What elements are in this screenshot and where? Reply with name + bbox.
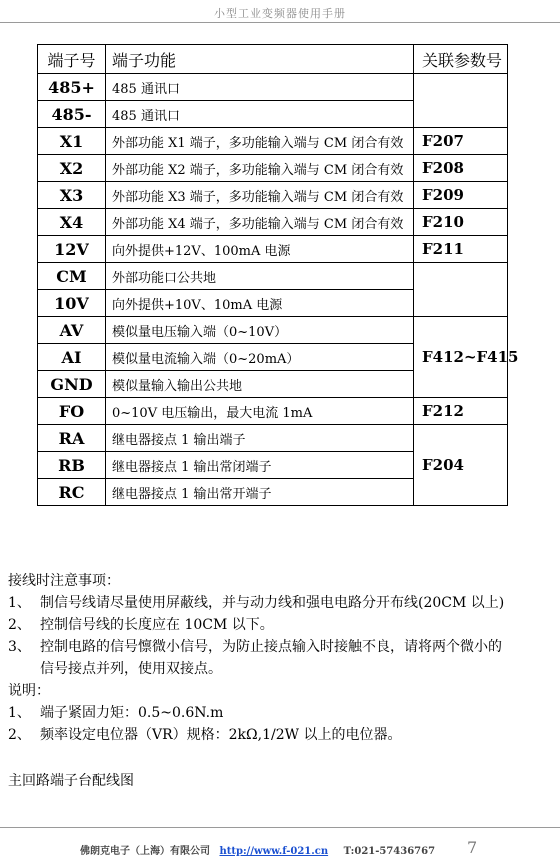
website-link[interactable]: http://www.f-021.cn	[219, 846, 329, 857]
function-cell: 模似量输入输出公共地	[106, 371, 414, 398]
function-cell: 外部功能 X2 端子，多功能输入端与 CM 闭合有效	[106, 155, 414, 182]
table-row	[38, 236, 508, 263]
terminal-cell: AV	[38, 317, 106, 344]
function-cell: 485 通讯口	[106, 101, 414, 128]
header-terminal: 端子号	[38, 45, 106, 74]
terminal-cell: GND	[38, 371, 106, 398]
table-header-row	[38, 45, 508, 74]
header-param: 关联参数号	[414, 45, 508, 74]
notes-section	[8, 570, 553, 792]
terminal-cell: 485-	[38, 101, 106, 128]
phone-number: T:021-57436767	[343, 846, 436, 857]
item-text: 控制电路的信号懔微小信号，为防止接点输入时接触不良，请将两个微小的	[40, 639, 502, 655]
list-item	[8, 724, 553, 746]
param-cell	[414, 74, 508, 128]
company-name: 佛朗克电子（上海）有限公司	[80, 846, 210, 857]
table-row	[38, 155, 508, 182]
list-item	[8, 614, 553, 636]
terminal-cell: RB	[38, 452, 106, 479]
header-function: 端子功能	[106, 45, 414, 74]
table-row	[38, 128, 508, 155]
footer-info	[80, 842, 435, 857]
function-cell: 继电器接点 1 输出常开端子	[106, 479, 414, 506]
wiring-title: 接线时注意事项：	[8, 573, 120, 589]
terminal-cell: X3	[38, 182, 106, 209]
terminal-cell: 485+	[38, 74, 106, 101]
param-cell: F210	[414, 209, 508, 236]
terminal-cell: X4	[38, 209, 106, 236]
terminal-cell: RC	[38, 479, 106, 506]
param-cell	[414, 263, 508, 317]
spacer	[8, 746, 553, 770]
item-text: 控制信号线的长度应在 10CM 以下。	[40, 617, 274, 633]
function-cell: 模似量电压输入端（0~10V）	[106, 317, 414, 344]
param-cell: F204	[414, 425, 508, 506]
function-cell: 外部功能 X4 端子，多功能输入端与 CM 闭合有效	[106, 209, 414, 236]
param-cell: F208	[414, 155, 508, 182]
manual-title: 小型工业变频器使用手册	[214, 7, 346, 20]
function-cell: 模似量电流输入端（0~20mA）	[106, 344, 414, 371]
item-number: 1、	[8, 595, 31, 611]
table-row	[38, 74, 508, 101]
item-number: 2、	[8, 617, 31, 633]
item-text: 制信号线请尽量使用屏蔽线，并与动力线和强电电路分开布线(20CM 以上)	[40, 595, 505, 611]
table-row	[38, 425, 508, 452]
terminal-cell: X1	[38, 128, 106, 155]
table-row	[38, 398, 508, 425]
item-continuation: 信号接点并列，使用双接点。	[40, 661, 222, 677]
table-row	[38, 263, 508, 290]
terminal-cell: FO	[38, 398, 106, 425]
table-row	[38, 182, 508, 209]
item-number: 2、	[8, 727, 31, 743]
function-cell: 485 通讯口	[106, 74, 414, 101]
terminal-cell: RA	[38, 425, 106, 452]
terminal-cell: CM	[38, 263, 106, 290]
page-header	[0, 0, 560, 23]
list-item	[8, 636, 553, 658]
param-cell: F212	[414, 398, 508, 425]
page-number: 7	[467, 838, 478, 857]
list-item	[8, 592, 553, 614]
function-cell: 外部功能 X3 端子，多功能输入端与 CM 闭合有效	[106, 182, 414, 209]
param-cell: F211	[414, 236, 508, 263]
terminal-cell: X2	[38, 155, 106, 182]
item-number: 1、	[8, 705, 31, 721]
terminal-table	[37, 44, 519, 506]
function-cell: 继电器接点 1 输出常闭端子	[106, 452, 414, 479]
page-footer	[0, 827, 560, 857]
item-number: 3、	[8, 639, 31, 655]
table-row	[38, 209, 508, 236]
item-text: 端子紧固力矩：0.5~0.6N.m	[40, 705, 224, 721]
remark-title: 说明：	[8, 683, 50, 699]
param-cell: F207	[414, 128, 508, 155]
function-cell: 向外提供+12V、100mA 电源	[106, 236, 414, 263]
item-text: 频率设定电位器（VR）规格：2kΩ,1/2W 以上的电位器。	[40, 727, 402, 743]
function-cell: 向外提供+10V、10mA 电源	[106, 290, 414, 317]
terminal-cell: 10V	[38, 290, 106, 317]
function-cell: 外部功能 X1 端子，多功能输入端与 CM 闭合有效	[106, 128, 414, 155]
section-title: 主回路端子台配线图	[8, 773, 134, 789]
terminal-cell: AI	[38, 344, 106, 371]
param-cell: F209	[414, 182, 508, 209]
function-cell: 继电器接点 1 输出端子	[106, 425, 414, 452]
param-cell: F412~F415	[414, 317, 508, 398]
function-cell: 0~10V 电压输出，最大电流 1mA	[106, 398, 414, 425]
list-item	[8, 702, 553, 724]
function-cell: 外部功能口公共地	[106, 263, 414, 290]
table-row	[38, 317, 508, 344]
terminal-cell: 12V	[38, 236, 106, 263]
